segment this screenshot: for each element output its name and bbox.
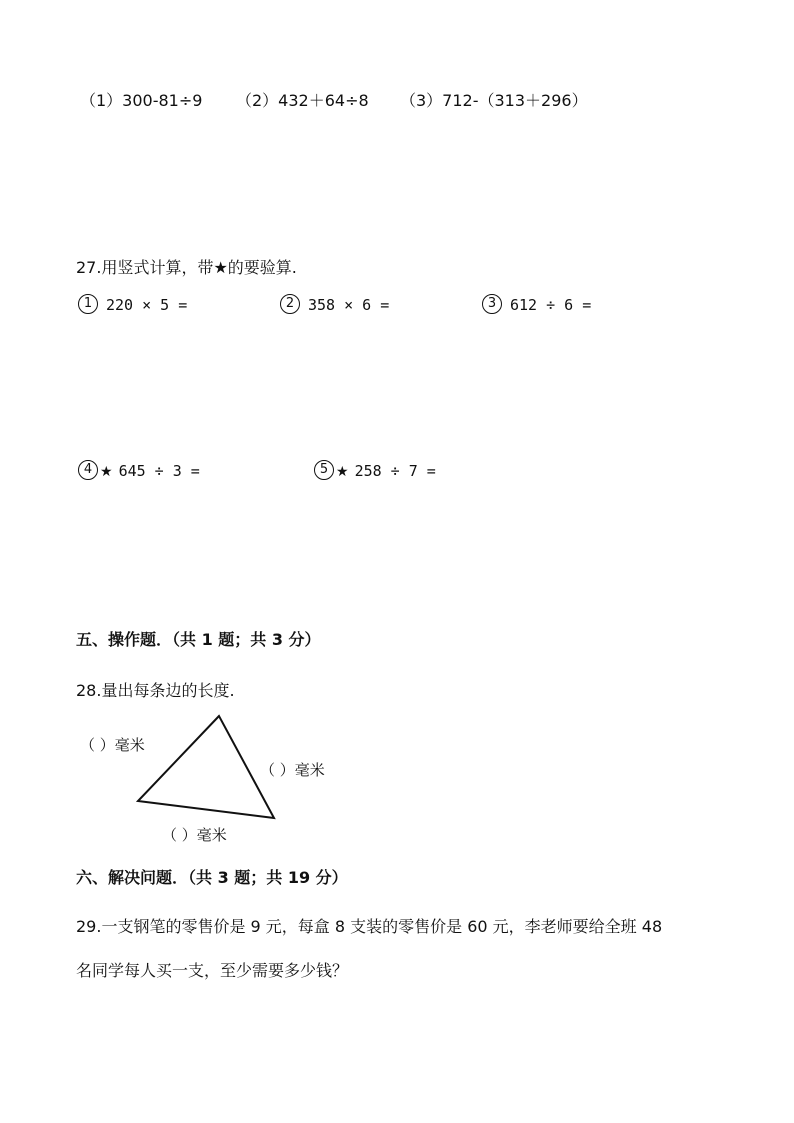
star-icon: ★ — [336, 464, 349, 480]
q27-title: 27.用竖式计算，带★的要验算. — [76, 258, 297, 277]
circled-number: 4 — [78, 460, 98, 480]
expression: 645 ÷ 3 = — [118, 462, 200, 480]
circled-number: 2 — [280, 294, 300, 314]
q26-item-1: （1）300-81÷9 — [80, 91, 203, 110]
expression: 258 ÷ 7 = — [354, 462, 436, 480]
q28-label-right: （ ）毫米 — [260, 761, 325, 779]
circled-number: 5 — [314, 460, 334, 480]
expression: 220 × 5 = — [106, 296, 188, 314]
q29-line-2: 名同学每人买一支，至少需要多少钱？ — [76, 961, 349, 980]
section-5-heading: 五、操作题．（共 1 题；共 3 分） — [76, 630, 321, 649]
expression: 358 × 6 = — [308, 296, 390, 314]
section-6-heading: 六、解决问题．（共 3 题；共 19 分） — [76, 868, 348, 887]
star-icon: ★ — [100, 464, 113, 480]
expression: 612 ÷ 6 = — [510, 296, 592, 314]
triangle — [138, 716, 274, 818]
q26-item-3: （3）712-（313＋296） — [400, 91, 588, 110]
q28-label-left: （ ）毫米 — [80, 736, 145, 754]
q28-label-bottom: （ ）毫米 — [162, 826, 227, 844]
q28-title: 28.量出每条边的长度. — [76, 681, 235, 700]
circled-number: 1 — [78, 294, 98, 314]
q26-item-2: （2）432＋64÷8 — [236, 91, 369, 110]
q29-line-1: 29.一支钢笔的零售价是 9 元，每盒 8 支装的零售价是 60 元，李老师要给全班 48 — [76, 917, 663, 936]
circled-number: 3 — [482, 294, 502, 314]
